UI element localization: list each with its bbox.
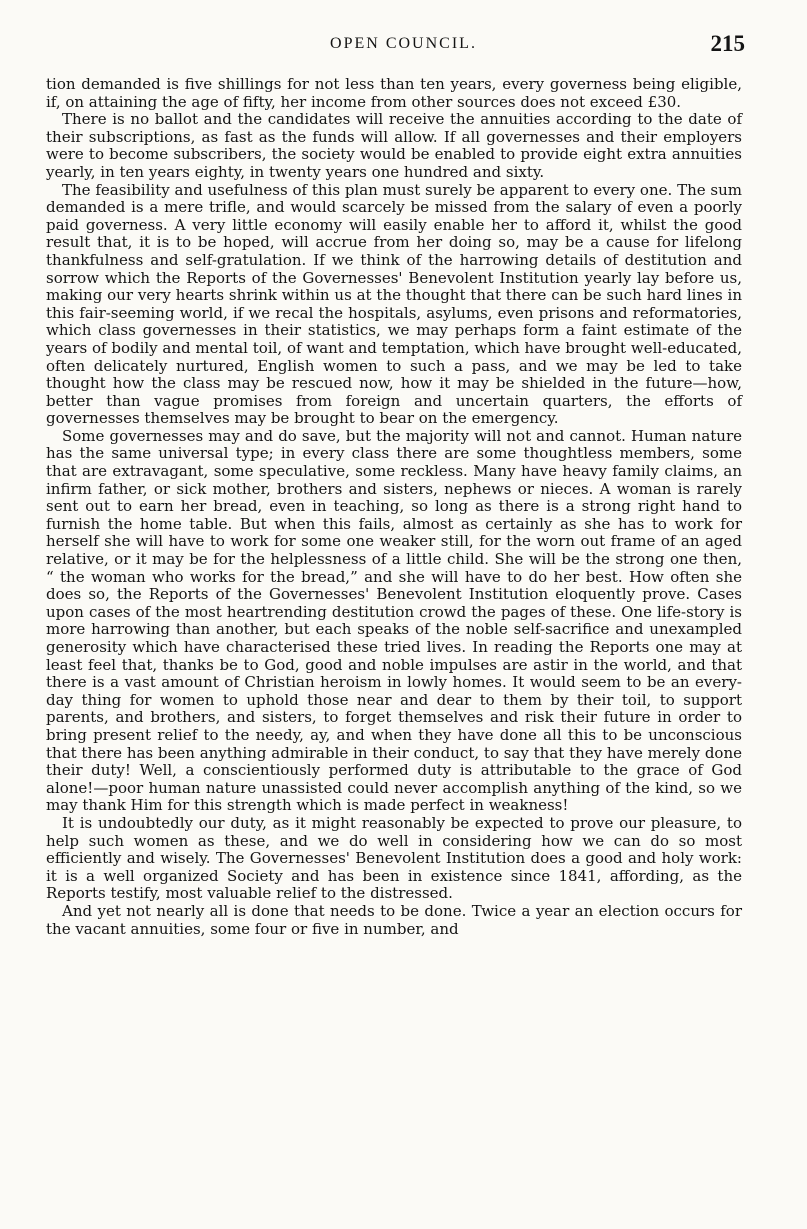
paragraph: There is no ballot and the candidates will receive the annuities according to the date of their subscriptions, as fast as the funds will allow. If all governesses and their employers were to become subscribers, the society would be enabled to provide eight extra annuities yearly, in ten years eighty, in twenty years one hundred and sixty. [46,110,742,181]
paragraph: And yet not nearly all is done that needs to be done. Twice a year an election occurs for the vacant annuities, some four or five in number, and [46,901,742,938]
article-body [46,76,742,938]
page-header-title: OPEN COUNCIL. [330,35,477,52]
paragraph-continuation: tion demanded is five shillings for not less than ten years, every governess being eligible, if, on attaining the age of fifty, her income from other sources does not exceed £30. [46,75,742,111]
paragraph: It is undoubtedly our duty, as it might reasonably be expected to prove our pleasure, to help such women as these, and we do well in considering how we can do so most efficiently and wisely. The Governesses' Benevolent Institution does a good and holy work: it is a well organized Society and has been in existence since 1841, affording, as the Reports testify, most valuable relief to the distressed. [46,813,742,903]
running-head [0,31,807,59]
paragraph: Some governesses may and do save, but the majority will not and cannot. Human nature has the same universal type; in every class there are some thoughtless members, some that are extravagant, some speculative, some reckless. Many have heavy family claims, an infirm father, or sick mother, brothers and sisters, nephews or nieces. A woman is rarely sent out to earn her bread, even in teaching, so long as there is a strong right hand to furnish the home table. But when this fails, almost as certainly as she has to work for herself she will have to work for some one weaker still, for the worn out frame of an aged relative, or it may be for the helplessness of a little child. She will be the strong one then, “ the woman who works for the bread,” and she will have to do her best. How often she does so, the Reports of the Governesses' Benevolent Institution eloquently prove. Cases upon cases of the most heartrending destitution crowd the pages of these. One life-story is more harrowing than another, but each speaks of the noble self-sacrifice and unexampled generosity which have characterised these tried lives. In reading the Reports one may at least feel that, thanks be to God, good and noble impulses are astir in the world, and that there is a vast amount of Christian heroism in lowly homes. It would seem to be an every-day thing for women to uphold those near and dear to them by their toil, to support parents, and brothers, and sisters, to forget themselves and risk their future in order to bring present relief to the needy, ay, and when they have done all this to be unconscious that there has been anything admirable in their conduct, to say that they have merely done their duty! Well, a conscientiously performed duty is attributable to the grace of God alone!—poor human nature unassisted could never accomplish anything of the kind, so we may thank Him for this strength which is made perfect in weakness! [46,426,742,815]
paragraph: The feasibility and usefulness of this plan must surely be apparent to every one. The sum demanded is a mere trifle, and would scarcely be missed from the salary of even a poorly paid governess. A very little economy will easily enable her to afford it, whilst the good result that, it is to be hoped, will accrue from her doing so, may be a cause for lifelong thankfulness and self-gratulation. If we think of the harrowing details of destitution and sorrow which the Reports of the Governesses' Benevolent Institution yearly lay before us, making our very hearts shrink within us at the thought that there can be such hard lines in this fair-seeming world, if we recal the hospitals, asylums, even prisons and reformatories, which class governesses in their statistics, we may perhaps form a faint estimate of the years of bodily and mental toil, of want and temptation, which have brought well-educated, often delicately nurtured, English women to such a pass, and we may be led to take thought how the class may be rescued now, how it may be shielded in the future—how, better than vague promises from foreign and uncertain quarters, the efforts of governesses themselves may be brought to bear on the emergency. [46,180,742,428]
page-number: 215 [710,31,745,56]
